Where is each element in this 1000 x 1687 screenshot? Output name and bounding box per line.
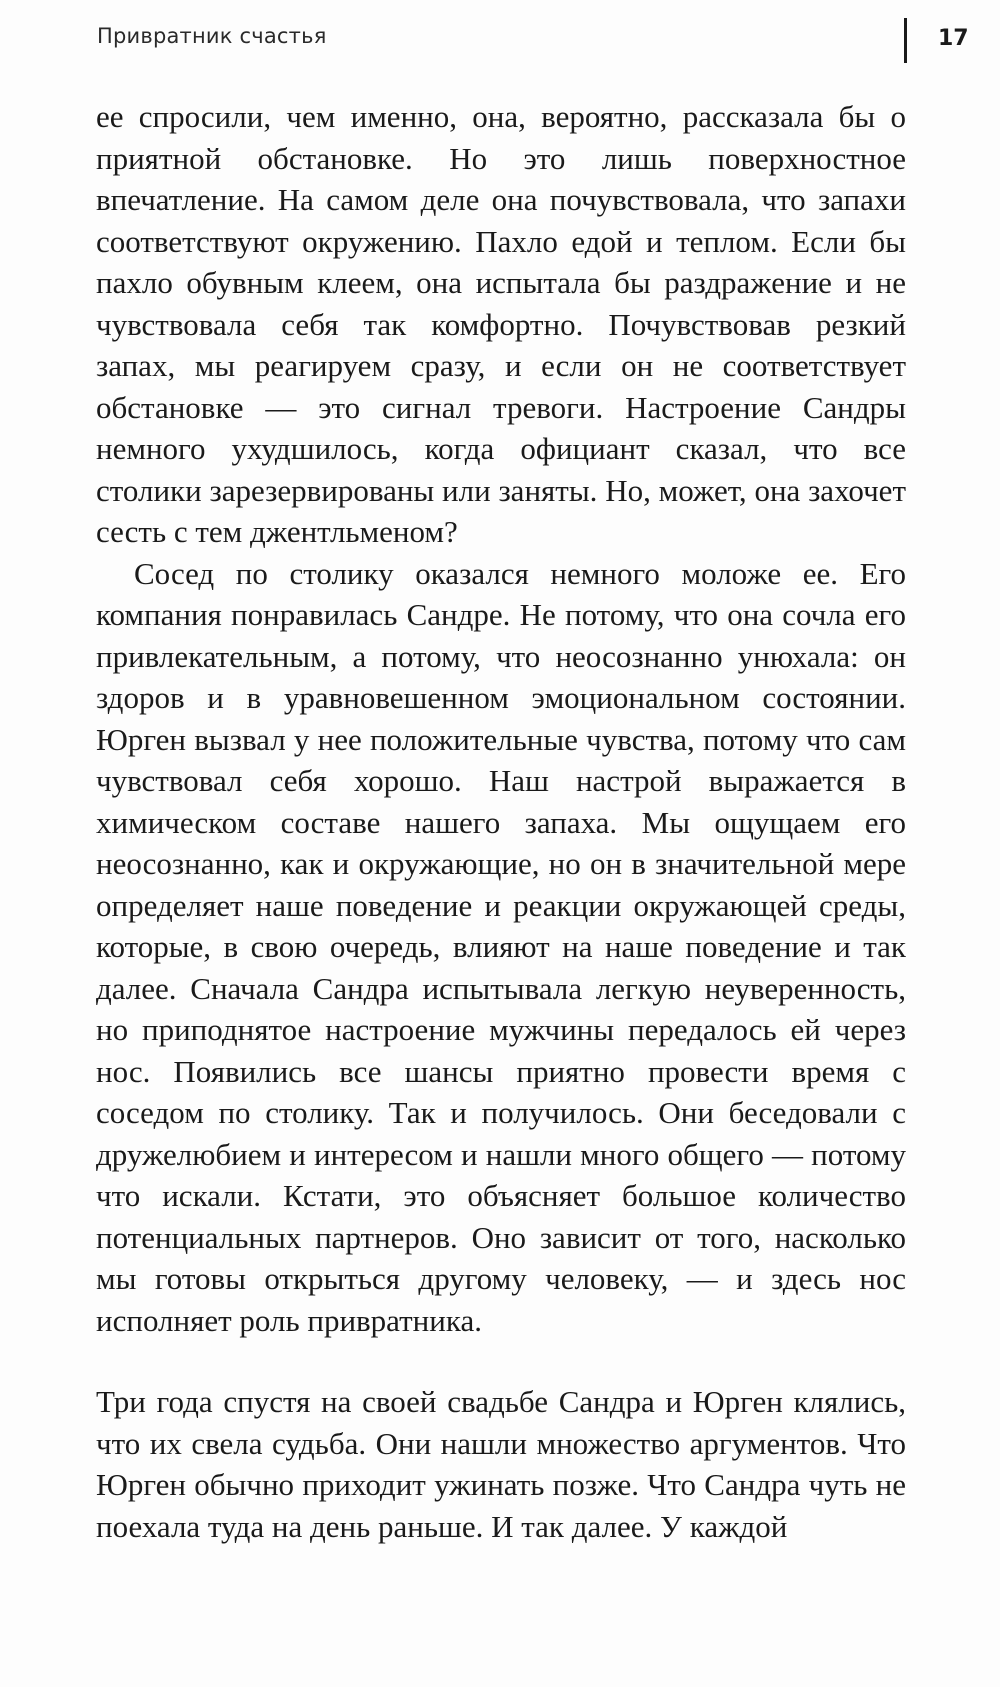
paragraph-new-section: Три года спустя на своей свадьбе Сандра и Юрген клялись, что их свела судьба. Они нашли множество аргументов. Что Юрген обычно приходит ужинать позже. Что Сандра чуть не поехала туда на день раньше. И так далее. У каждой: [96, 1384, 906, 1544]
running-title: Привратник счастья: [97, 24, 327, 48]
header-divider: [904, 18, 907, 63]
page-header: [0, 18, 1000, 68]
body-text: [96, 96, 906, 1547]
paragraph: Сосед по столику оказался немного моложе ее. Его компания понравилась Сандре. Не потому, что она сочла его привлекательным, а потому, что неосознанно унюхала: он здоров и в уравновешенном эмоциональном состоянии. Юрген вызвал у нее положительные чувства, потому что сам чувствовал себя хорошо. Наш настрой выражается в химическом составе нашего запаха. Мы ощущаем его неосознанно, как и окружающие, но он в значительной мере определяет наше поведение и реакции окружающей среды, которые, в свою очередь, влияют на наше поведение и так далее. Сначала Сандра испытывала легкую неуверенность, но приподнятое настроение мужчины передалось ей через нос. Появились все шансы приятно провести время с соседом по столику. Так и получилось. Они беседовали с дружелюбием и интересом и нашли много общего — потому что искали. Кстати, это объясняет большое количество потенциальных партнеров. Оно зависит от того, насколько мы готовы открыться другому человеку, — и здесь нос исполняет роль привратника.: [96, 555, 906, 1338]
page-number: 17: [938, 26, 969, 51]
paragraph-continued: ее спросили, чем именно, она, вероятно, рассказала бы о приятной обстановке. Но это лишь поверхностное впечатление. На самом деле она почувствовала, что запахи соответствуют окружению. Пахло едой и теплом. Если бы пахло обувным клеем, она испытала бы раздражение и не чувствовала себя так комфортно. Почувствовав резкий запах, мы реагируем сразу, и если он не соответствует обстановке — это сигнал тревоги. Настроение Сандры немного ухудшилось, когда официант сказал, что все столики зарезервированы или заняты. Но, может, она захочет сесть с тем джентльменом?: [96, 99, 906, 549]
